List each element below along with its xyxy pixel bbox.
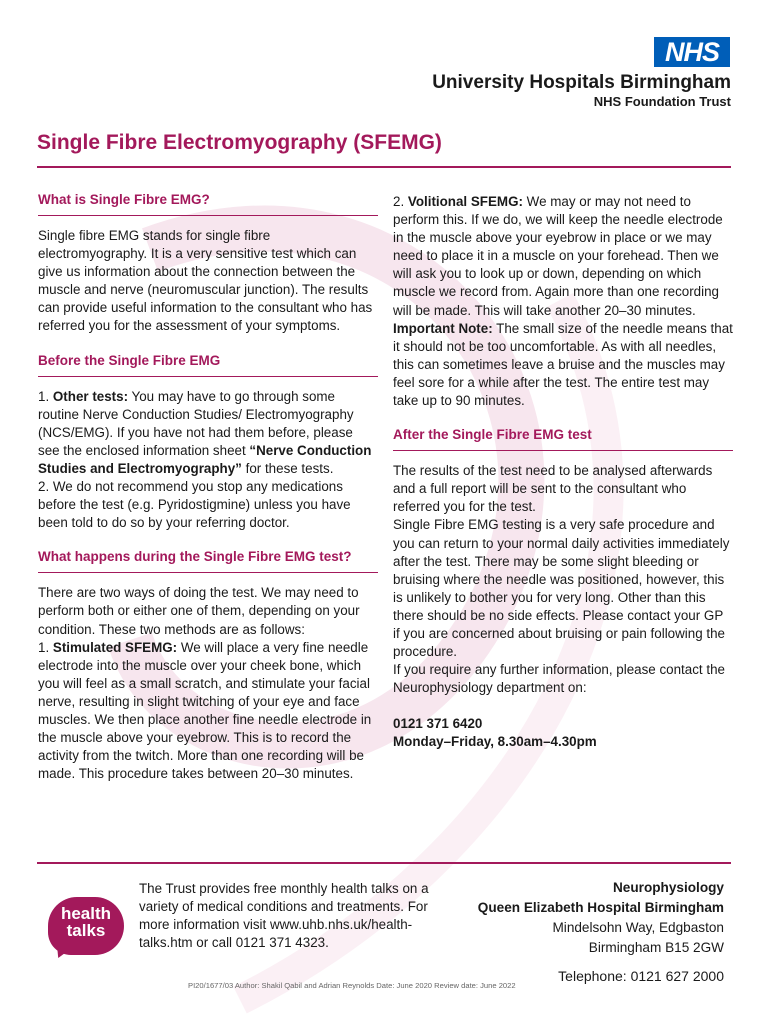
before-item-1: 1. Other tests: You may have to go through some routine Nerve Conduction Studies/ Electromyography (NCS/EMG). If you have not had them before, please see the enclosed information sheet “Nerve Conduction Studies and Electromyography” for these tests. <box>38 388 372 476</box>
title-divider <box>37 166 731 168</box>
org-subtitle: NHS Foundation Trust <box>593 94 731 109</box>
footer-divider <box>37 862 731 864</box>
right-column <box>393 193 733 752</box>
what-is-body: Single fibre EMG stands for single fibre electromyography. It is a very sensitive test which can give us information about the connection between the muscle and nerve (neuromuscular junction). The results can provide useful information to the consultant who has referred you for the assessment of your symptoms. <box>38 228 373 334</box>
address-city: Birmingham B15 2GW <box>588 940 724 955</box>
section-heading-what-is: What is Single Fibre EMG? <box>38 192 210 207</box>
contact-phone: 0121 371 6420 <box>393 716 483 732</box>
page-title: Single Fibre Electromyography (SFEMG) <box>37 131 442 154</box>
section-divider <box>38 376 378 377</box>
during-item-2: 2. Volitional SFEMG: We may or may not need to perform this. If we do, we will keep the needle electrode in the muscle above your eyebrow in place or we may need to place it in a muscle on your forehead. Then we will ask you to look up or down, depending on which muscle we record from. Again more than one recording will be made. This will take another 20–30 minutes. <box>393 194 723 318</box>
address-street: Mindelsohn Way, Edgbaston <box>552 920 724 935</box>
section-heading-during: What happens during the Single Fibre EMG test? <box>38 549 352 565</box>
section-divider <box>393 450 733 451</box>
after-paragraph-1: The results of the test need to be analysed afterwards and a full report will be sent to the consultant who referred you for the test. <box>393 463 713 515</box>
org-name: University Hospitals Birmingham <box>432 72 731 93</box>
left-column <box>38 191 378 783</box>
document-metadata: PI20/1677/03 Author: Shakil Qabil and Adrian Reynolds Date: June 2020 Review date: June 2022 <box>188 981 516 990</box>
department-telephone: Telephone: 0121 627 2000 <box>558 968 724 984</box>
health-talks-text: The Trust provides free monthly health talks on a variety of medical conditions and treatments. For more information visit www.uhb.nhs.uk/health-talks.htm or call 0121 371 4323. <box>139 881 429 951</box>
after-paragraph-2: Single Fibre EMG testing is a very safe procedure and you can return to your normal daily activities immediately after the test. There may be some slight bleeding or bruising where the needle was positioned, however, this is unlikely to bother you for very long. Other than this there should be no side effects. Please contact your GP if you are concerned about bruising or pain following the procedure. <box>393 517 730 660</box>
after-paragraph-3: If you require any further information, please contact the Neurophysiology department on: <box>393 662 725 696</box>
department-name: Neurophysiology <box>612 880 724 895</box>
hospital-name: Queen Elizabeth Hospital Birmingham <box>477 900 724 915</box>
section-divider <box>38 572 378 573</box>
section-divider <box>38 215 378 216</box>
nhs-logo: NHS <box>654 37 730 67</box>
contact-hours: Monday–Friday, 8.30am–4.30pm <box>393 734 597 750</box>
department-address <box>478 878 724 986</box>
before-item-2: 2. We do not recommend you stop any medications before the test (e.g. Pyridostigmine) unless you have been told to do so by your referring doctor. <box>38 479 351 531</box>
section-heading-before: Before the Single Fibre EMG <box>38 352 221 368</box>
during-item-1: 1. Stimulated SFEMG: We will place a very fine needle electrode into the muscle over your cheek bone, which you will feel as a small scratch, and stimulate your facial nerve, resulting in slight twitching of your eye and face muscles. We then place another fine needle electrode in the muscle above your eyebrow. This is to record the activity from the twitch. More than one recording will be made. This procedure takes between 20–30 minutes. <box>38 639 372 782</box>
important-note: Important Note: The small size of the needle means that it should not be too uncomfortable. As with all needles, this can sometimes leave a bruise and the muscles may feel sore for a while after the test. The entire test may take up to 90 minutes. <box>393 320 733 409</box>
during-intro: There are two ways of doing the test. We may need to perform both or either one of them, depending on your condition. These two methods are as follows: <box>38 585 360 637</box>
section-heading-after: After the Single Fibre EMG test <box>393 427 592 443</box>
health-talks-badge: health talks <box>48 897 124 955</box>
